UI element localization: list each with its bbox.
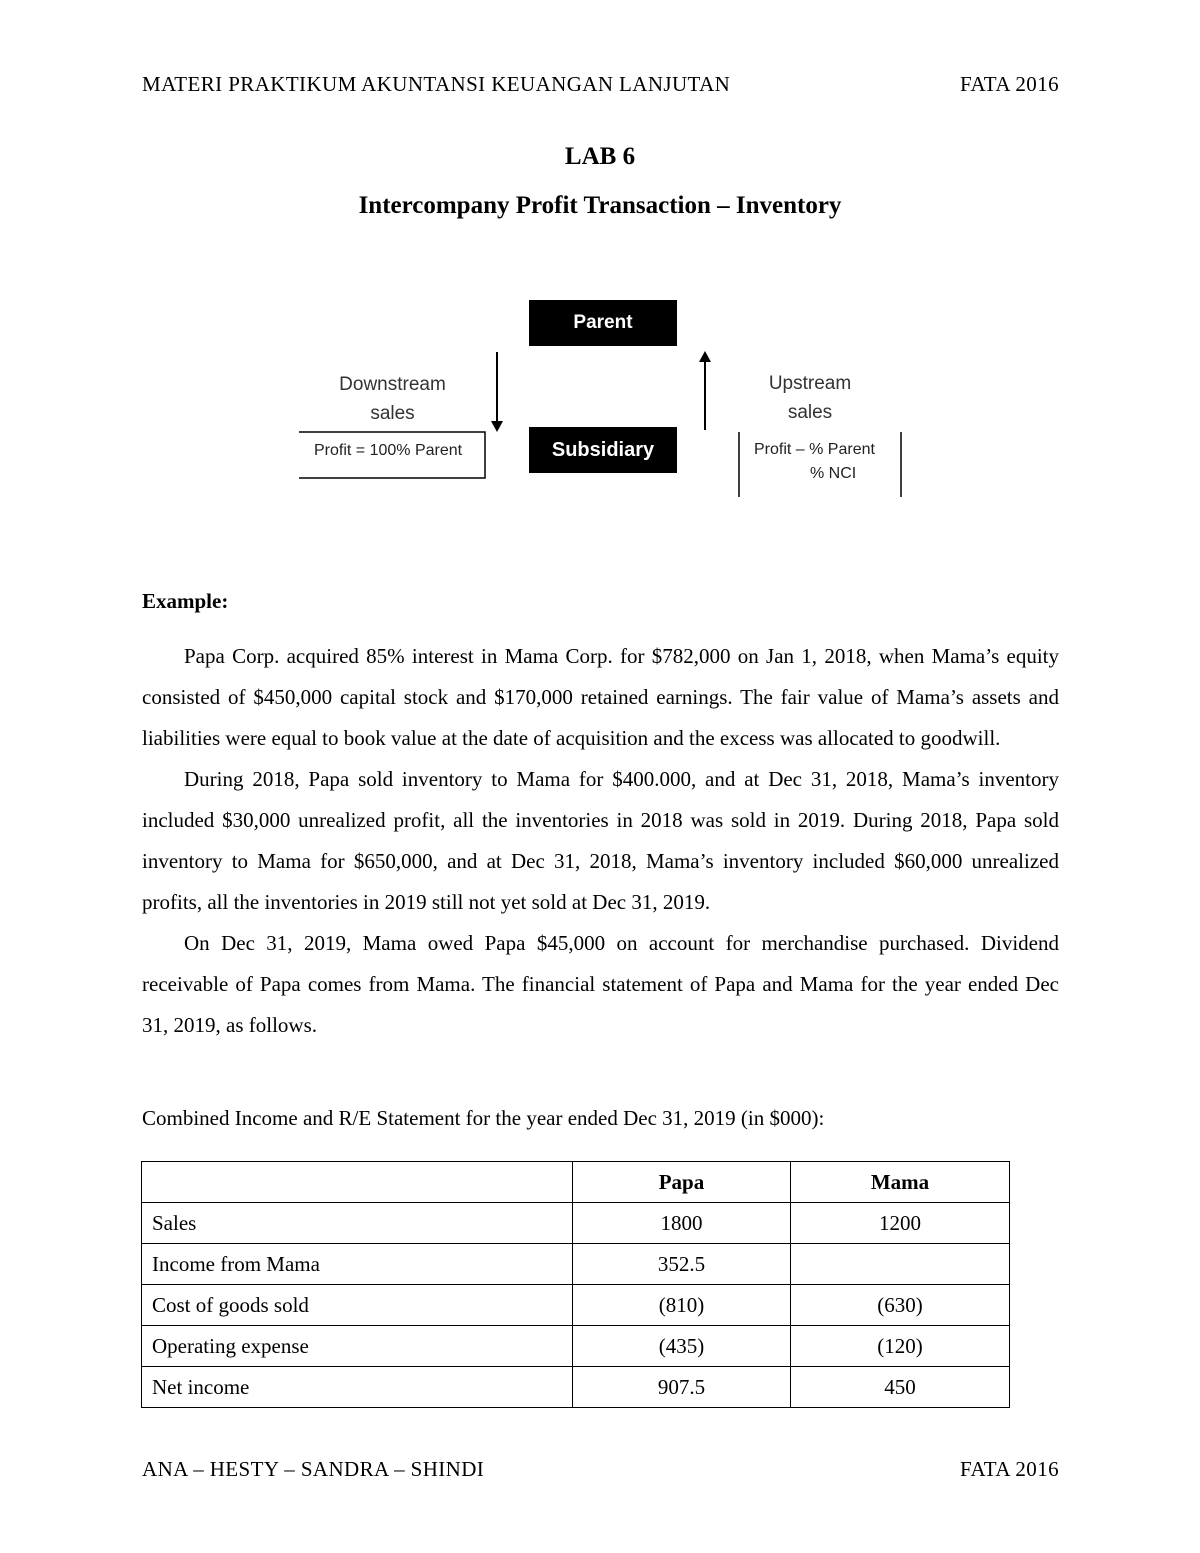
example-heading: Example: (142, 589, 229, 613)
diagram-lines (0, 0, 1200, 520)
row-label: Operating expense (142, 1326, 573, 1367)
subsidiary-box: Subsidiary (529, 427, 677, 473)
mama-value: 450 (791, 1367, 1010, 1408)
footer-left: ANA – HESTY – SANDRA – SHINDI (142, 1457, 485, 1481)
example-paragraph: On Dec 31, 2019, Mama owed Papa $45,000 on account for merchandise purchased. Dividend receivable of Papa comes from Mama. The financial statement of Papa and Mama for the year ended Dec 31, 2019, as follows. (142, 931, 1059, 1037)
papa-value: 352.5 (573, 1244, 791, 1285)
table-header-row (142, 1162, 1010, 1203)
row-label: Cost of goods sold (142, 1285, 573, 1326)
mama-value: (630) (791, 1285, 1010, 1326)
row-label: Net income (142, 1367, 573, 1408)
lab-subtitle: Intercompany Profit Transaction – Inventory (358, 192, 842, 219)
income-statement-table (141, 1161, 1010, 1408)
lab-title: LAB 6 (564, 143, 636, 170)
downstream-label-line1: Downstream (339, 374, 446, 395)
header-cell: Mama (791, 1162, 1010, 1203)
header-cell: Papa (573, 1162, 791, 1203)
example-paragraph: During 2018, Papa sold inventory to Mama for $400.000, and at Dec 31, 2018, Mama’s inventory included $30,000 unrealized profit, all the inventories in 2018 was sold in 2019. During 2018, Papa sold inventory to Mama for $650,000, and at Dec 31, 2018, Mama’s inventory included $60,000 unrealized profits, all the inventories in 2019 still not yet sold at Dec 31, 2019. (142, 767, 1059, 914)
row-label: Income from Mama (142, 1244, 573, 1285)
mama-value: 1200 (791, 1203, 1010, 1244)
papa-value: 907.5 (573, 1367, 791, 1408)
table-row (142, 1367, 1010, 1408)
downstream-label-line2: sales (370, 403, 415, 424)
example-paragraph: Papa Corp. acquired 85% interest in Mama Corp. for $782,000 on Jan 1, 2018, when Mama’s equity consisted of $450,000 capital stock and $170,000 retained earnings. The fair value of Mama’s assets and liabilities were equal to book value at the date of acquisition and the excess was allocated to goodwill. (142, 644, 1059, 750)
upstream-arrow-head (699, 351, 711, 362)
flow-diagram (0, 0, 1200, 520)
table-row (142, 1326, 1010, 1367)
table-row (142, 1244, 1010, 1285)
upstream-label-line1: Upstream (768, 373, 852, 394)
table-caption: Combined Income and R/E Statement for the year ended Dec 31, 2019 (in $000): (142, 1106, 825, 1130)
downstream-arrow-head (491, 421, 503, 432)
parent-box: Parent (529, 300, 677, 346)
row-label: Sales (142, 1203, 573, 1244)
mama-value: (120) (791, 1326, 1010, 1367)
header-left: MATERI PRAKTIKUM AKUNTANSI KEUANGAN LANJUTAN (142, 72, 731, 96)
example-body (142, 636, 1059, 1046)
header-cell (142, 1162, 573, 1203)
mama-value (791, 1244, 1010, 1285)
downstream-profit: Profit = 100% Parent (314, 442, 463, 459)
upstream-label-line2: sales (787, 402, 833, 423)
footer-right: FATA 2016 (960, 1457, 1059, 1481)
upstream-profit-line1: Profit – % Parent (754, 441, 875, 458)
header-right: FATA 2016 (960, 72, 1059, 96)
papa-value: 1800 (573, 1203, 791, 1244)
table-row (142, 1285, 1010, 1326)
upstream-profit-line2: % NCI (810, 465, 857, 482)
table-row (142, 1203, 1010, 1244)
papa-value: (810) (573, 1285, 791, 1326)
papa-value: (435) (573, 1326, 791, 1367)
